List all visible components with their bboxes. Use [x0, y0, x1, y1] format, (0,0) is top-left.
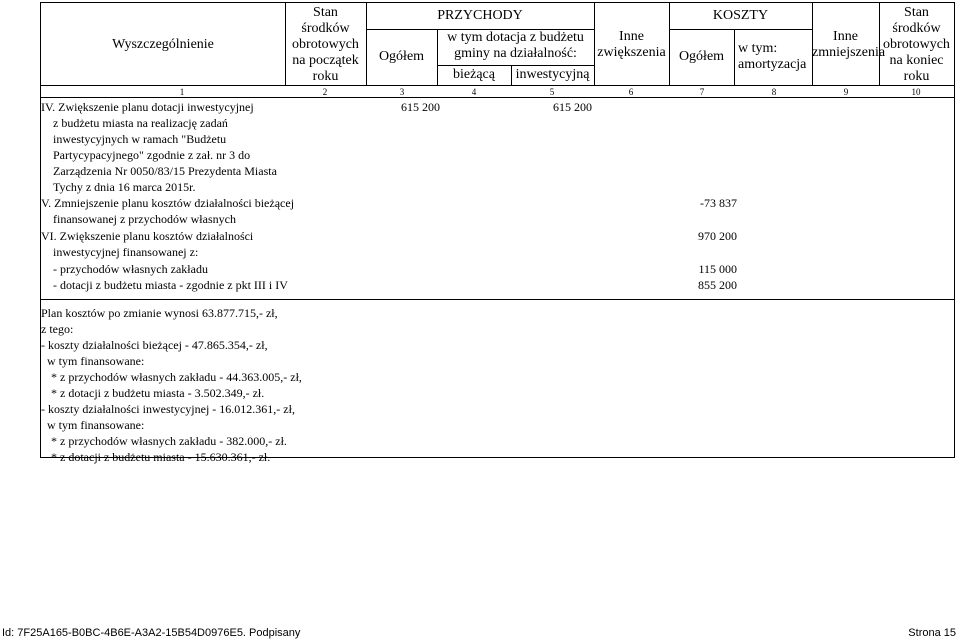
section-vi-koszty-value: 970 200	[698, 229, 737, 243]
plan-summary: Plan kosztów po zmianie wynosi 63.877.715,- zł, z tego: - koszty działalności bieżącej - 47.865.354,- zł, w tym finansowane: * z przychodów własnych zakładu - 44.363.005,- zł, * z dotacji z budżetu miasta - 3.502.349,- zł. - koszty działalności inwestycyjnej - 16.012.361,- zł, w tym finansowane: * z przychodów własnych zakładu - 382.000,- zł. * z dotacji z budżetu miasta - 15.630.361,- zł.	[41, 306, 302, 464]
header-biezaca: bieżącą	[453, 67, 495, 82]
column-number: 9	[843, 87, 849, 97]
header-inne-zwiekszenia: Inne zwiększenia	[597, 29, 666, 60]
column-number: 3	[399, 87, 405, 97]
document-id: Id: 7F25A165-B0BC-4B6E-A3A2-15B54D0976E5. Podpisany	[2, 627, 301, 639]
header-inne-zmniejszenia: Inne zmniejszenia	[812, 29, 886, 60]
column-number: 5	[549, 87, 555, 97]
header-stan-poczatek: Stan środków obrotowych na początek roku	[292, 5, 359, 84]
section-v-koszty-value: -73 837	[700, 196, 737, 210]
header-stan-koniec: Stan środków obrotowych na koniec roku	[883, 5, 950, 84]
header-przychody: PRZYCHODY	[437, 8, 523, 23]
column-number: 1	[179, 87, 185, 97]
header-przychody-ogolem: Ogółem	[378, 49, 425, 64]
header-divider	[437, 65, 594, 66]
column-number: 10	[911, 87, 921, 97]
header-amortyzacja: w tym: amortyzacja	[738, 41, 807, 72]
header-inwestycyjna: inwestycyjną	[515, 67, 590, 82]
section-iv-text: IV. Zwiększenie planu dotacji inwestycyjnej z budżetu miasta na realizację zadań inwestycyjnych w ramach "Budżetu Partycypacyjnego" zgodnie z zał. nr 3 do Zarządzenia Nr 0050/83/15 Prezydenta Miasta Tychy z dnia 16 marca 2015r.	[41, 100, 277, 194]
section-vi-sub-value: 115 000	[698, 262, 737, 276]
column-divider	[734, 29, 735, 85]
section-vi-sub-item: - przychodów własnych zakładu	[53, 262, 208, 276]
budget-table	[40, 2, 955, 464]
page-number: Strona 15	[908, 627, 956, 639]
section-iv-inwestycyjna-value: 615 200	[553, 100, 592, 114]
plan-separator	[41, 299, 954, 300]
column-number: 8	[771, 87, 777, 97]
section-v-text: V. Zmniejszenie planu kosztów działalności bieżącej finansowanej z przychodów własnych	[41, 196, 295, 226]
column-numbers-line	[41, 97, 954, 98]
column-number: 7	[699, 87, 705, 97]
column-number: 6	[628, 87, 634, 97]
column-number: 2	[322, 87, 328, 97]
header-koszty: KOSZTY	[712, 8, 769, 23]
header-dotacja: w tym dotacja z budżetu gminy na działalność:	[447, 30, 584, 61]
header-koszty-ogolem: Ogółem	[678, 49, 725, 64]
header-bottom-line	[41, 85, 954, 86]
section-vi-text: VI. Zwiększenie planu kosztów działalności inwestycyjnej finansowanej z:	[41, 229, 254, 259]
section-vi-sub-value: 855 200	[698, 278, 737, 292]
header-wyszczegolnienie: Wyszczególnienie	[112, 37, 214, 52]
header-divider	[669, 29, 812, 30]
section-vi-sub-item: - dotacji z budżetu miasta - zgodnie z pkt III i IV	[53, 278, 288, 292]
section-iv-ogolem-value: 615 200	[401, 100, 440, 114]
column-number: 4	[471, 87, 477, 97]
